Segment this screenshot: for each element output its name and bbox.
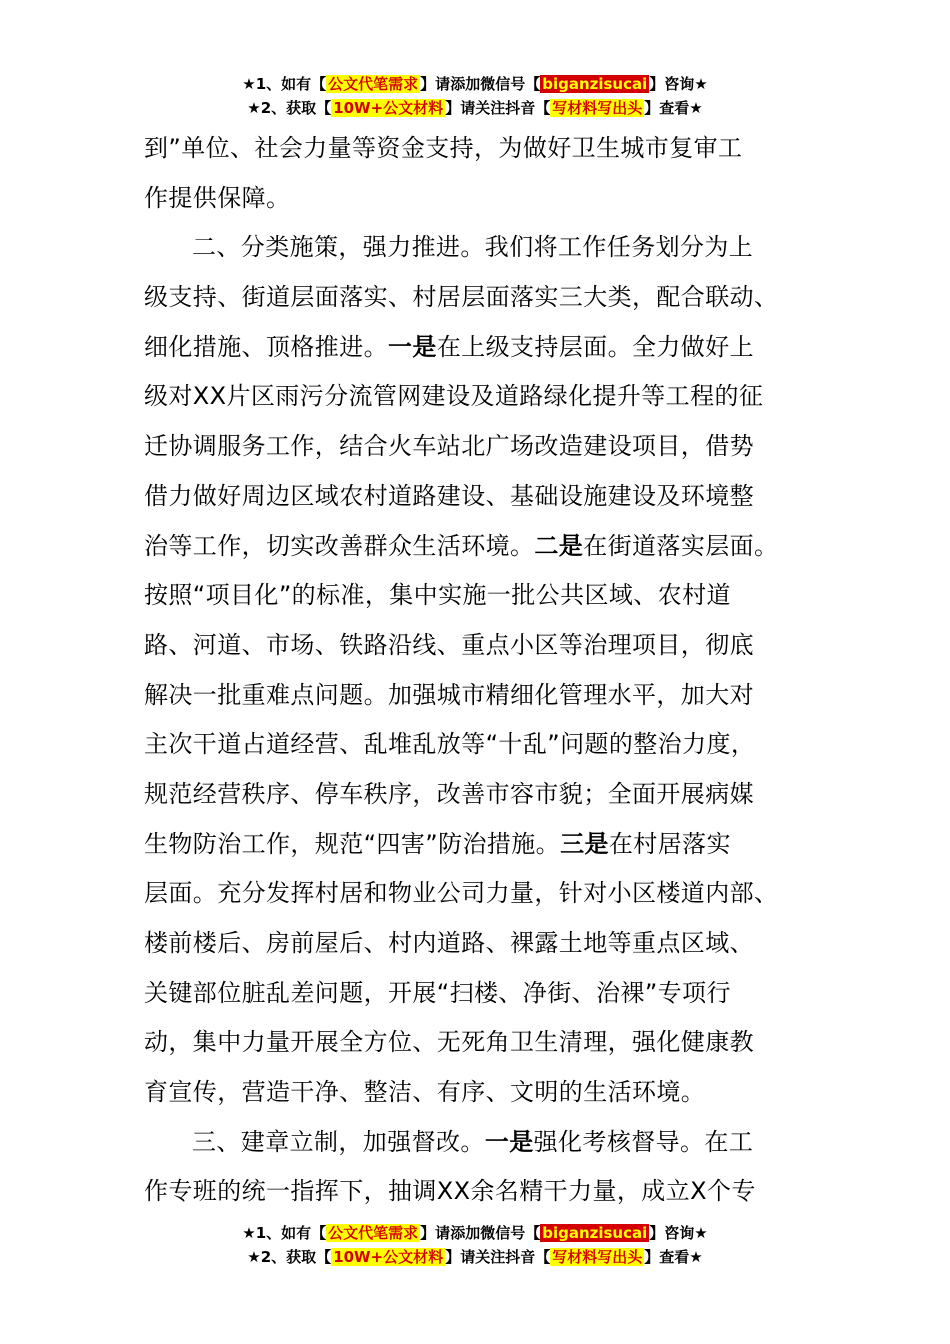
banner-text: 】请: [420, 1224, 451, 1242]
text-line: [144, 273, 814, 323]
banner-text: 微信号【: [480, 1224, 541, 1242]
text-line: [144, 671, 814, 721]
line-text: 级支持、街道层面落实、村居层面落实三大类，配合联动、: [144, 283, 779, 312]
banner-text: 】请: [445, 99, 476, 117]
text-line: [144, 621, 814, 671]
banner-text: 】咨询★: [649, 75, 708, 93]
ordinal-emphasis: 一是: [388, 332, 437, 361]
text-line: [144, 1068, 814, 1118]
banner-emphasis: 关注: [475, 99, 506, 117]
ordinal-emphasis: 三是: [560, 829, 609, 858]
text-line: [144, 770, 814, 820]
ordinal-emphasis: 二是: [534, 531, 584, 560]
line-text: 在村居落实: [608, 829, 731, 858]
line-text: 解决一批重难点问题。加强城市精细化管理水平，加大对: [144, 680, 754, 709]
text-line: [144, 1018, 814, 1068]
banner-text: ★2、获取【: [247, 99, 332, 117]
line-text: 治等工作，切实改善群众生活环境。: [144, 531, 535, 560]
banner-text: 抖音【: [505, 1248, 551, 1266]
banner-douyin-id: 写材料写出头: [552, 99, 643, 117]
line-text: 作专班的统一指挥下，抽调XX余名精干力量，成立X个专: [144, 1177, 756, 1206]
line-text: 按照“项目化”的标准，集中实施一批公共区域、农村道: [144, 581, 731, 610]
text-line: [144, 720, 814, 770]
banner-text: 】请: [445, 1248, 476, 1266]
banner-text: 微信号【: [480, 75, 541, 93]
banner-highlight: 公文代笔需求: [328, 1224, 419, 1242]
banner-text: 】查看★: [644, 99, 703, 117]
text-line: [144, 869, 814, 919]
line-text: 到”单位、社会力量等资金支持，为做好卫生城市复审工: [144, 134, 743, 162]
header-banner: [0, 72, 950, 120]
banner-text: ★2、获取【: [247, 1248, 332, 1266]
line-text: 细化措施、顶格推进。: [144, 332, 388, 361]
line-text: 强化考核督导。在工: [533, 1127, 754, 1156]
banner-highlight: 10W+公文材料: [333, 1248, 444, 1266]
text-line: [144, 969, 814, 1019]
line-text: 生物防治工作，规范“四害”防治措施。: [144, 829, 561, 858]
banner-wechat-id: biganzisucai: [542, 1224, 648, 1242]
line-text: 关键部位脏乱差问题，开展“扫楼、净街、治裸”专项行: [144, 978, 731, 1007]
text-line: [144, 1167, 814, 1217]
line-text: 动，集中力量开展全方位、无死角卫生清理，强化健康教: [144, 1028, 754, 1057]
banner-text: 】查看★: [644, 1248, 703, 1266]
text-line: [144, 223, 814, 273]
text-line: [144, 472, 814, 522]
line-text: 规范经营秩序、停车秩序，改善市容市貌；全面开展病媒: [144, 779, 754, 808]
banner-emphasis: 关注: [475, 1248, 506, 1266]
line-text: 迁协调服务工作，结合火车站北广场改造建设项目，借势: [144, 432, 754, 461]
banner-douyin-id: 写材料写出头: [552, 1248, 643, 1266]
banner-wechat-id: biganzisucai: [542, 75, 648, 93]
line-text: 层面。充分发挥村居和物业公司力量，针对小区楼道内部、: [144, 879, 779, 908]
banner-highlight: 公文代笔需求: [328, 75, 419, 93]
text-line: [144, 1118, 814, 1168]
line-text: 主次干道占道经营、乱堆乱放等“十乱”问题的整治力度，: [144, 730, 756, 759]
text-line: [144, 820, 814, 870]
line-text: 二、分类施策，强力推进。我们将工作任务划分为上: [192, 233, 754, 262]
banner-text: ★1、如有【: [242, 1224, 327, 1242]
text-line: [144, 124, 814, 174]
banner-text: ★1、如有【: [242, 75, 327, 93]
line-text: 作提供保障。: [144, 183, 291, 212]
text-line: [144, 174, 814, 224]
line-text: 借力做好周边区域农村道路建设、基础设施建设及环境整: [144, 481, 754, 510]
line-text: 在上级支持层面。全力做好上: [436, 332, 755, 361]
document-body: [144, 124, 814, 1217]
banner-highlight: 10W+公文材料: [333, 99, 444, 117]
text-line: [144, 571, 814, 621]
line-text: 路、河道、市场、铁路沿线、重点小区等治理项目，彻底: [144, 630, 754, 659]
line-text: 楼前楼后、房前屋后、村内道路、裸露土地等重点区域、: [144, 929, 754, 957]
banner-line-2: [0, 96, 950, 120]
banner-text: 抖音【: [505, 99, 551, 117]
line-text: 育宣传，营造干净、整洁、有序、文明的生活环境。: [144, 1078, 706, 1107]
line-text: 三、建章立制，加强督改。: [192, 1127, 485, 1156]
ordinal-emphasis: 一是: [484, 1127, 534, 1156]
line-text: 在街道落实层面。: [583, 531, 779, 560]
banner-line-2: [0, 1245, 950, 1269]
text-line: [144, 522, 814, 572]
banner-emphasis: 添加: [450, 75, 481, 93]
banner-line-1: [0, 1221, 950, 1245]
banner-text: 】请: [420, 75, 451, 93]
text-line: [144, 372, 814, 422]
text-line: [144, 919, 814, 969]
banner-emphasis: 添加: [450, 1224, 481, 1242]
text-line: [144, 422, 814, 472]
footer-banner: [0, 1221, 950, 1269]
banner-text: 】咨询★: [649, 1224, 708, 1242]
line-text: 级对XX片区雨污分流管网建设及道路绿化提升等工程的征: [144, 382, 764, 411]
banner-line-1: [0, 72, 950, 96]
text-line: [144, 323, 814, 373]
